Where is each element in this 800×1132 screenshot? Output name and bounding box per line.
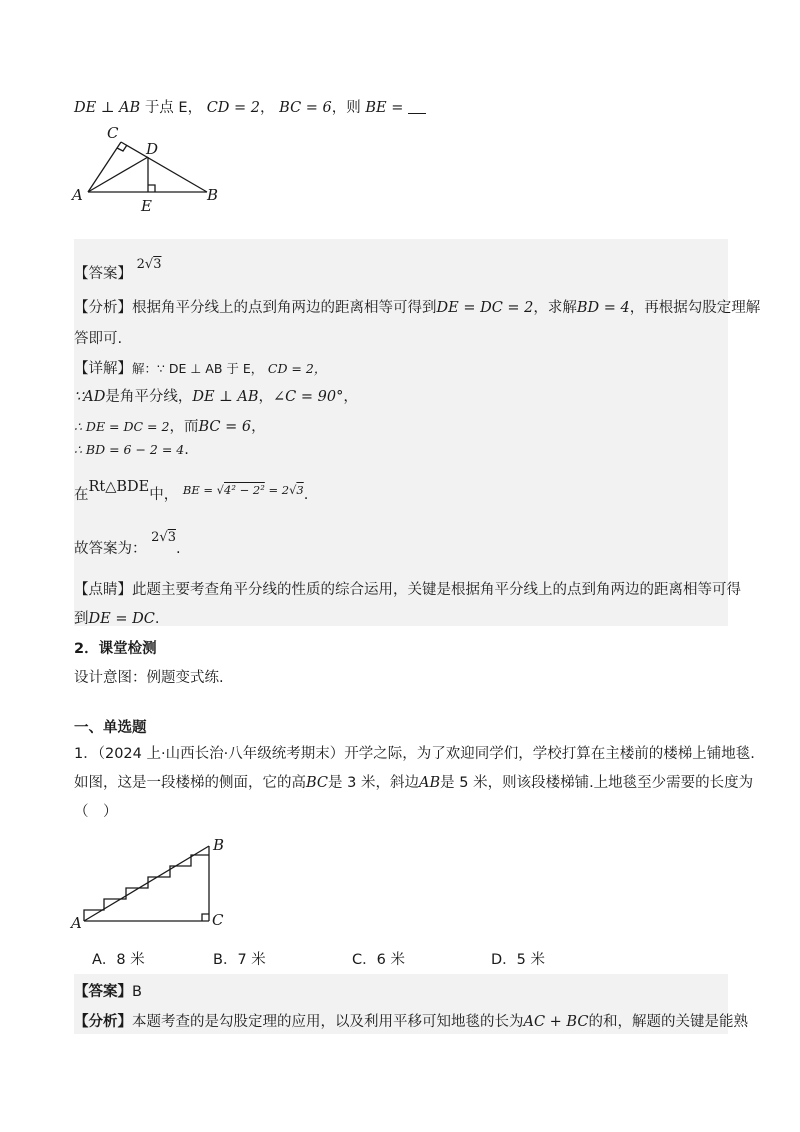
q1-line-2b: 是 3 米，斜边 <box>328 775 419 791</box>
detail-l2e: ∠C = 90° <box>273 389 344 405</box>
comment-text-2a: 到 <box>74 611 89 627</box>
comment-eq: DE = DC <box>88 611 155 627</box>
detail-l5c: 中， <box>149 487 179 503</box>
detail-l4e: . <box>184 442 189 458</box>
detail-line-6: 故答案为： 2√3. <box>74 530 181 557</box>
detail-l5f: . <box>303 487 309 503</box>
stair-steps <box>84 855 209 921</box>
detail-l5e: = 2 <box>264 483 290 497</box>
detail-l2f: ， <box>343 389 358 405</box>
comma: ， <box>260 100 275 116</box>
label-c: C <box>107 124 119 142</box>
analysis-line-1 <box>74 296 760 317</box>
option-b: B．7 米 <box>213 952 266 968</box>
condition-text: 于点 E， <box>144 100 203 116</box>
comment-text-1: 此题主要考查角平分线的性质的综合运用，关键是根据角平分线上的点到角两边的距离相等可得 <box>132 582 741 598</box>
condition-de-perp-ab: DE ⊥ AB <box>74 100 141 116</box>
label-d: D <box>146 140 159 158</box>
option-c: C．6 米 <box>352 952 405 968</box>
label-e: E <box>141 197 152 215</box>
detail-l3c: BC = 6 <box>198 419 252 435</box>
answer-blank <box>408 99 426 114</box>
detail-l5-radicand: 4² − 2² <box>224 483 265 497</box>
comment-line-1 <box>74 578 741 599</box>
option-a: A．8 米 <box>92 952 145 968</box>
detail-l5-radicand-2: 3 <box>296 483 304 497</box>
problem-condition-line <box>74 96 426 117</box>
detail-l5a: 在 <box>74 487 89 503</box>
q1-ab: AB <box>418 775 441 791</box>
analysis-eq-2: BD = 4 <box>576 300 630 316</box>
detail-line-5: 在Rt△BDE中， $^{BE = √4^2 - 2^2 = 2√3}$. <box>74 479 309 503</box>
section-3-title: 一、单选题 <box>74 720 147 736</box>
answer2-tag: 【答案】 <box>74 984 132 1000</box>
segment-ad <box>88 157 148 192</box>
answer-line: 【答案】 2√3 <box>74 257 162 282</box>
analysis-text-2: ，求解 <box>533 300 577 316</box>
section-2-intent: 设计意图：例题变式练. <box>74 670 224 686</box>
q1-line-2c: 是 5 米，则该段楼梯铺.上地毯至少需要的长度为 <box>440 775 754 791</box>
label-b: B <box>207 186 219 204</box>
detail-line-1 <box>74 357 326 378</box>
detail-l3b: ，而 <box>169 419 199 435</box>
comment-line-2 <box>74 607 159 628</box>
then-text: ，则 <box>331 100 361 116</box>
q1-line-3: （ ） <box>74 804 118 820</box>
condition-bc: BC = 6 <box>279 100 332 116</box>
q1-bc: BC <box>306 775 329 791</box>
detail-l1a: 解：∵ DE ⊥ AB 于 E， <box>132 361 264 376</box>
detail-l6b: . <box>175 541 181 557</box>
triangle-figure <box>66 120 236 220</box>
right-angle-stair-c <box>202 914 209 921</box>
answer2-value: B <box>132 984 142 1000</box>
analysis2-line <box>74 1010 748 1031</box>
detail-l2d: ， <box>258 389 274 405</box>
q1-line-2 <box>74 771 753 792</box>
segment-ac <box>88 142 121 192</box>
analysis-line-2: 答即可. <box>74 331 123 347</box>
detail-line-2 <box>74 385 358 406</box>
staircase-figure <box>66 834 236 934</box>
detail-l3d: ， <box>251 419 266 435</box>
question-be: BE = <box>365 100 404 116</box>
comment-tag: 【点睛】 <box>74 582 132 598</box>
analysis2-text-1: 本题考查的是勾股定理的应用，以及利用平移可知地毯的长为 <box>132 1014 524 1030</box>
analysis2-eq: AC + BC <box>523 1014 589 1030</box>
answer-tag: 【答案】 <box>74 266 132 282</box>
analysis-text-1: 根据角平分线上的点到角两边的距离相等可得到 <box>132 300 437 316</box>
detail-l5d: BE = <box>182 483 217 497</box>
answer-radicand: 3 <box>153 257 162 272</box>
detail-line-4 <box>74 442 189 458</box>
stair-label-a: A <box>71 914 82 932</box>
analysis-text-3: ，再根据勾股定理解 <box>629 300 761 316</box>
analysis2-text-2: 的和，解题的关键是能熟 <box>588 1014 748 1030</box>
stair-label-b: B <box>213 836 225 854</box>
detail-l6a: 故答案为： <box>74 541 147 557</box>
q1-line-1: 1．（2024 上·山西长治·八年级统考期末）开学之际，为了欢迎同学们，学校打算在主楼前的楼梯上铺地毯. <box>74 746 755 762</box>
detail-l2a: ∵AD <box>74 389 106 405</box>
detail-l4: ∴ BD = 6 − 2 = 4 <box>74 442 185 457</box>
answer-coef: 2 <box>136 257 145 272</box>
detail-l2c: DE ⊥ AB <box>192 389 259 405</box>
label-a: A <box>72 186 83 204</box>
answer2-line <box>74 980 142 1001</box>
stair-label-c: C <box>212 911 224 929</box>
analysis-tag: 【分析】 <box>74 300 132 316</box>
detail-l2b: 是角平分线， <box>105 389 193 405</box>
detail-l6-radicand: 3 <box>167 530 176 545</box>
section-2-title: 2．课堂检测 <box>74 641 157 657</box>
detail-l5b: Rt△BDE <box>88 479 150 495</box>
detail-l1b: CD = 2， <box>267 361 327 376</box>
segment-cb <box>121 142 207 192</box>
right-angle-e <box>148 185 155 192</box>
condition-cd: CD = 2 <box>206 100 261 116</box>
analysis2-tag: 【分析】 <box>74 1014 132 1030</box>
q1-line-2a: 如图，这是一段楼梯的侧面，它的高 <box>74 775 306 791</box>
detail-l3a: ∴ DE = DC = 2 <box>74 419 170 434</box>
detail-l6-coef: 2 <box>151 530 160 545</box>
comment-text-2b: . <box>154 611 160 627</box>
option-d: D．5 米 <box>491 952 545 968</box>
analysis-eq-1: DE = DC = 2 <box>436 300 534 316</box>
detail-line-3 <box>74 415 266 436</box>
detail-tag: 【详解】 <box>74 361 132 377</box>
